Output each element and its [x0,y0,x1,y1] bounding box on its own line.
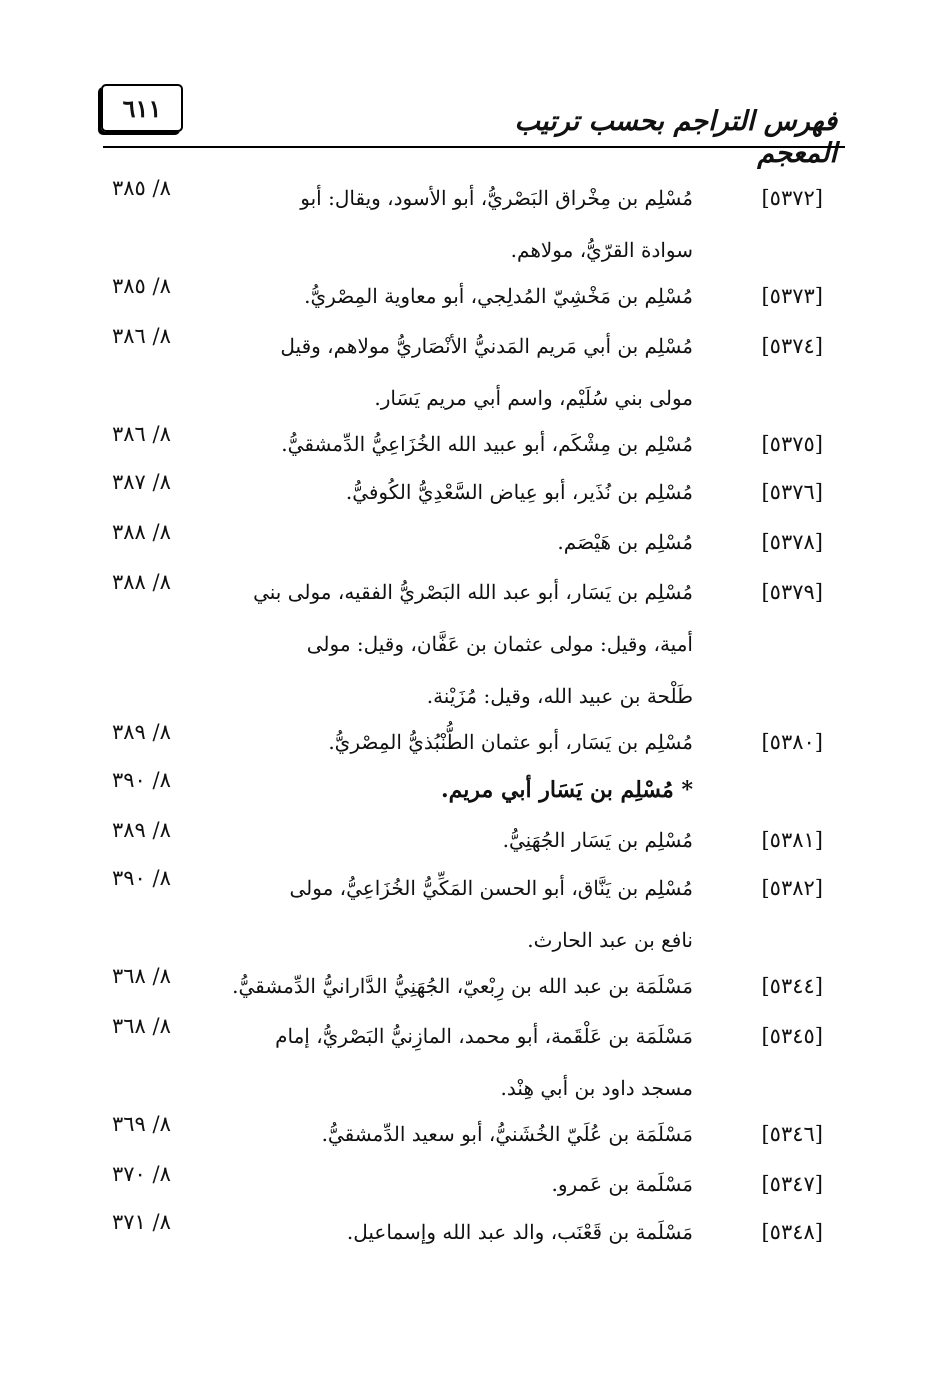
entry-reference: ٨/ ٣٦٨ [112,1014,171,1038]
entry-text [273,1010,693,1114]
entry-line: * مُسْلِم بن يَسَار أبي مريم. [440,777,693,803]
entry-number: [٥٣٤٥] [761,1024,823,1048]
entry-text [273,172,693,276]
entry-reference: ٨/ ٣٨٩ [112,818,171,842]
entry-reference: ٨/ ٣٨٥ [112,176,171,200]
entry-text [273,1158,693,1210]
entry-line: مُسْلِم بن يَسَار، أبو عثمان الطُّنْبُذيُّ المِصْريُّ. [328,730,693,754]
entry-number: [٥٣٧٦] [761,480,823,504]
entry-text [273,862,693,966]
entry-text [273,418,693,470]
entry-text [273,1206,693,1258]
entry-reference: ٨/ ٣٨٦ [112,324,171,348]
entry-line: مُسْلِم بن نُذَير، أبو عِياض السَّعْدِيُّ الكُوفيُّ. [345,480,693,504]
entry-text [273,764,693,816]
entry-line: أمية، وقيل: مولى عثمان بن عَفَّان، وقيل: مولى [306,632,693,656]
entry-line: مُسْلِم بن يَسَار الجُهَنِيُّ. [502,828,693,852]
entry-text [273,716,693,768]
entry-text [273,466,693,518]
entry-reference: ٨/ ٣٨٧ [112,470,171,494]
entry-line: مُسْلِم بن هَيْصَم. [557,530,693,554]
entry-line: مَسْلَمة بن قَعْنَب، والد عبد الله وإسماعيل. [346,1220,693,1244]
entry-reference: ٨/ ٣٨٥ [112,274,171,298]
entry-text [232,960,693,1012]
entry-line: مُسْلِم بن أبي مَريم المَدنيُّ الأنْصَاريُّ مولاهم، وقيل [280,334,693,358]
entry-reference: ٨/ ٣٩٠ [112,866,171,890]
entry-text [273,814,693,866]
page-title: فهرس التراجم بحسب ترتيب المعجم [514,106,837,170]
entry-number: [٥٣٨٠] [761,730,823,754]
entry-reference: ٨/ ٣٩٠ [112,768,171,792]
entry-text [273,320,693,424]
entry-line: نافع بن عبد الحارث. [527,928,693,952]
entry-number: [٥٣٤٧] [761,1172,823,1196]
entry-number: [٥٣٨٢] [761,876,823,900]
entry-number: [٥٣٧٤] [761,334,823,358]
entry-number: [٥٣٤٤] [761,974,823,998]
entry-line: مُسْلِم بن مِخْراق البَصْريُّ، أبو الأسود، ويقال: أبو [300,186,693,210]
entry-line: مَسْلَمَة بن عَلْقَمة، أبو محمد، المازِنيُّ البَصْريُّ، إمام [275,1024,693,1048]
entry-number: [٥٣٤٦] [761,1122,823,1146]
entry-line: سوادة القرّيُّ، مولاهم. [510,238,693,262]
entry-reference: ٨/ ٣٧١ [112,1210,171,1234]
entry-line: مَسْلَمَة بن عُلَيّ الخُشَنيُّ، أبو سعيد الدِّمشقيُّ. [321,1122,693,1146]
entry-number: [٥٣٨١] [761,828,823,852]
entry-line: مُسْلِم بن مَخْشِيّ المُدلِجي، أبو معاوية المِصْريُّ. [304,284,693,308]
entry-line: مُسْلِم بن يَنَّاق، أبو الحسن المَكِّيُّ الخُزَاعِيُّ، مولى [289,876,693,900]
entry-reference: ٨/ ٣٧٠ [112,1162,171,1186]
entry-line: مُسْلِم بن يَسَار، أبو عبد الله البَصْريُّ الفقيه، مولى بني [253,580,693,604]
entry-line: مَسْلَمَة بن عبد الله بن رِبْعيّ، الجُهَنِيُّ الدَّارانيُّ الدِّمشقيُّ. [232,974,693,998]
entry-reference: ٨/ ٣٦٩ [112,1112,171,1136]
entry-text [273,1108,693,1160]
entry-line: طَلْحة بن عبيد الله، وقيل: مُزَيْنة. [426,684,693,708]
entry-number: [٥٣٤٨] [761,1220,823,1244]
entry-number: [٥٣٧٨] [761,530,823,554]
entry-line: مُسْلِم بن مِشْكَم، أبو عبيد الله الخُزَاعِيُّ الدِّمشقيُّ. [281,432,693,456]
entry-text [273,516,693,568]
entry-number: [٥٣٧٥] [761,432,823,456]
entry-text [253,566,693,722]
entry-number: [٥٣٧٢] [761,186,823,210]
entry-reference: ٨/ ٣٨٨ [112,570,171,594]
entry-reference: ٨/ ٣٨٩ [112,720,171,744]
entry-number: [٥٣٧٣] [761,284,823,308]
entry-line: مَسْلَمة بن عَمرو. [551,1172,693,1196]
entry-line: مسجد داود بن أبي هِنْد. [500,1076,693,1100]
entry-reference: ٨/ ٣٨٦ [112,422,171,446]
page-number: ٦١١ [122,93,162,123]
entry-reference: ٨/ ٣٨٨ [112,520,171,544]
entry-number: [٥٣٧٩] [761,580,823,604]
entry-line: مولى بني سُلَيْم، واسم أبي مريم يَسَار. [374,386,693,410]
entry-reference: ٨/ ٣٦٨ [112,964,171,988]
entry-text [273,270,693,322]
